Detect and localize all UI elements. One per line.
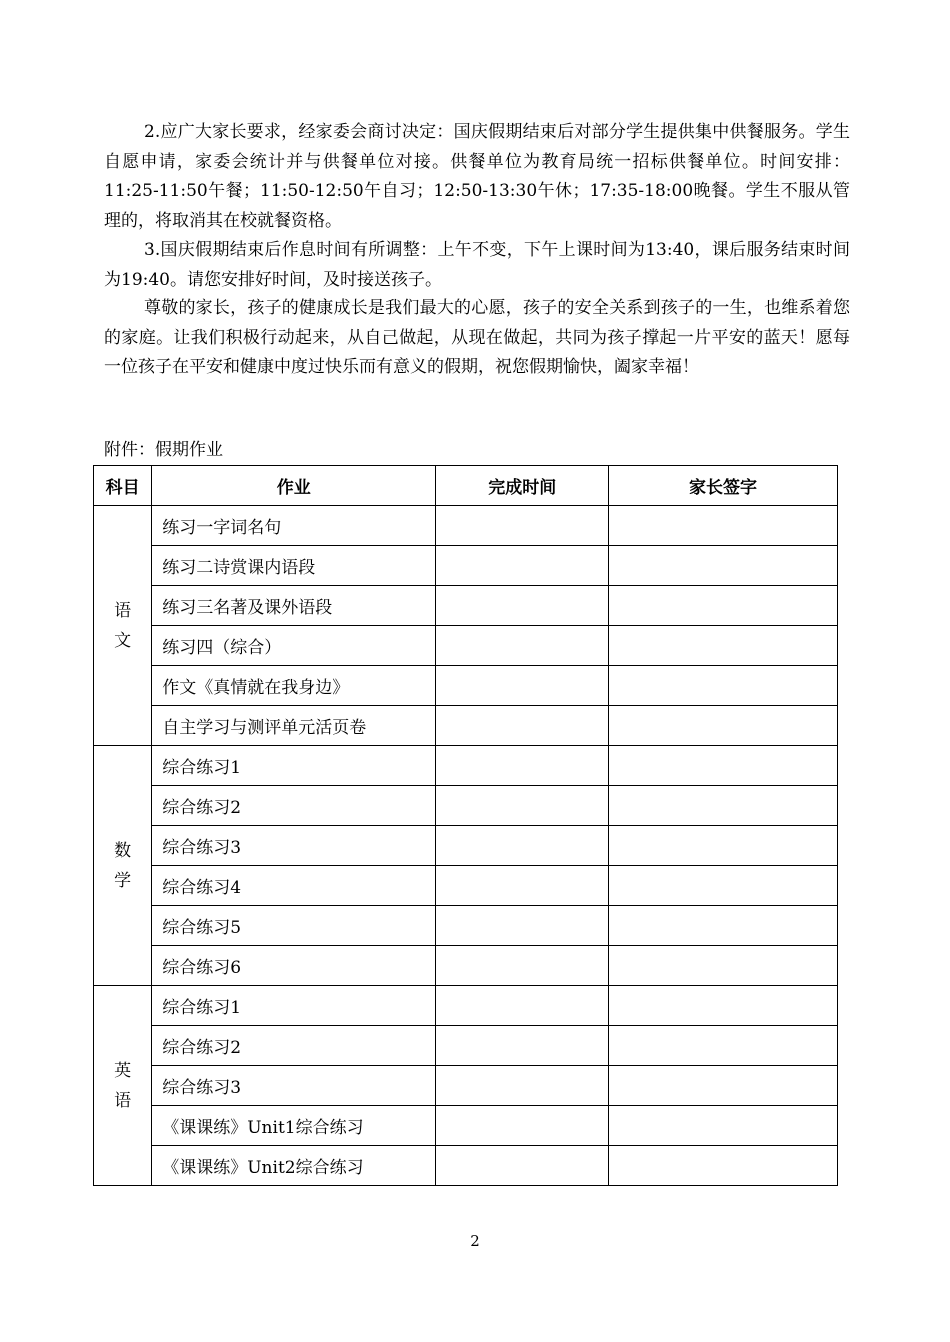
parent-signature-cell[interactable] [609, 706, 838, 746]
table-row [94, 666, 838, 706]
parent-signature-cell[interactable] [609, 906, 838, 946]
parent-signature-cell[interactable] [609, 666, 838, 706]
parent-signature-cell[interactable] [609, 946, 838, 986]
table-row [94, 826, 838, 866]
task-cell: 《课课练》Unit2综合练习 [152, 1146, 436, 1186]
completion-time-cell[interactable] [436, 866, 609, 906]
parent-signature-cell[interactable] [609, 826, 838, 866]
parent-signature-cell[interactable] [609, 786, 838, 826]
header-subject: 科目 [94, 466, 152, 506]
completion-time-cell[interactable] [436, 626, 609, 666]
completion-time-cell[interactable] [436, 666, 609, 706]
subject-char: 数 [114, 840, 132, 861]
notice-paragraph-schedule: 3.国庆假期结束后作息时间有所调整：上午不变，下午上课时间为13:40，课后服务结束时间为19:40。请您安排好时间，及时接送孩子。 [104, 240, 850, 290]
table-row [94, 1106, 838, 1146]
table-row [94, 706, 838, 746]
notice-paragraph-closing: 尊敬的家长，孩子的健康成长是我们最大的心愿，孩子的安全关系到孩子的一生，也维系着您的家庭。让我们积极行动起来，从自己做起，从现在做起，共同为孩子撑起一片平安的蓝天！愿每一位孩子在平安和健康中度过快乐而有意义的假期，祝您假期愉快，阖家幸福！ [104, 298, 850, 377]
completion-time-cell[interactable] [436, 946, 609, 986]
parent-signature-cell[interactable] [609, 1066, 838, 1106]
completion-time-cell[interactable] [436, 1146, 609, 1186]
header-task: 作业 [152, 466, 436, 506]
table-row [94, 986, 838, 1026]
subject-char: 文 [114, 630, 132, 651]
subject-char: 语 [114, 600, 132, 621]
parent-signature-cell[interactable] [609, 626, 838, 666]
subject-char: 学 [114, 870, 132, 891]
completion-time-cell[interactable] [436, 506, 609, 546]
subject-cell [94, 746, 152, 986]
task-cell: 综合练习1 [152, 986, 436, 1026]
table-row [94, 546, 838, 586]
page-number: 2 [470, 1232, 480, 1250]
table-row [94, 1066, 838, 1106]
completion-time-cell[interactable] [436, 826, 609, 866]
table-row [94, 906, 838, 946]
table-header-row [94, 466, 838, 506]
task-cell: 《课课练》Unit1综合练习 [152, 1106, 436, 1146]
table-row [94, 506, 838, 546]
completion-time-cell[interactable] [436, 906, 609, 946]
task-cell: 综合练习6 [152, 946, 436, 986]
table-row [94, 1146, 838, 1186]
table-row [94, 746, 838, 786]
task-cell: 练习一字词名句 [152, 506, 436, 546]
homework-table [93, 465, 838, 1186]
parent-signature-cell[interactable] [609, 586, 838, 626]
completion-time-cell[interactable] [436, 1066, 609, 1106]
parent-signature-cell[interactable] [609, 746, 838, 786]
task-cell: 综合练习3 [152, 826, 436, 866]
task-cell: 练习二诗赏课内语段 [152, 546, 436, 586]
parent-signature-cell[interactable] [609, 1106, 838, 1146]
task-cell: 综合练习2 [152, 1026, 436, 1066]
parent-signature-cell[interactable] [609, 546, 838, 586]
task-cell: 综合练习4 [152, 866, 436, 906]
subject-char: 英 [114, 1060, 132, 1081]
subject-cell [94, 506, 152, 746]
parent-signature-cell[interactable] [609, 986, 838, 1026]
table-row [94, 866, 838, 906]
completion-time-cell[interactable] [436, 746, 609, 786]
task-cell: 自主学习与测评单元活页卷 [152, 706, 436, 746]
completion-time-cell[interactable] [436, 1026, 609, 1066]
parent-signature-cell[interactable] [609, 1026, 838, 1066]
notice-paragraph-meal-service: 2.应广大家长要求，经家委会商讨决定：国庆假期结束后对部分学生提供集中供餐服务。学生自愿申请，家委会统计并与供餐单位对接。供餐单位为教育局统一招标供餐单位。时间安排：11:25-11:50午餐；11:50-12:50午自习；12:50-13:30午休；17:35-18:00晚餐。学生不服从管理的，将取消其在校就餐资格。 [104, 122, 850, 231]
task-cell: 作文《真情就在我身边》 [152, 666, 436, 706]
table-row [94, 786, 838, 826]
task-cell: 练习三名著及课外语段 [152, 586, 436, 626]
task-cell: 综合练习2 [152, 786, 436, 826]
table-row [94, 1026, 838, 1066]
parent-signature-cell[interactable] [609, 1146, 838, 1186]
completion-time-cell[interactable] [436, 986, 609, 1026]
homework-table-body [94, 506, 838, 1186]
task-cell: 练习四（综合） [152, 626, 436, 666]
completion-time-cell[interactable] [436, 786, 609, 826]
header-completion-time: 完成时间 [436, 466, 609, 506]
task-cell: 综合练习1 [152, 746, 436, 786]
attachment-label: 附件：假期作业 [104, 440, 223, 460]
completion-time-cell[interactable] [436, 706, 609, 746]
header-parent-signature: 家长签字 [609, 466, 838, 506]
task-cell: 综合练习3 [152, 1066, 436, 1106]
completion-time-cell[interactable] [436, 546, 609, 586]
completion-time-cell[interactable] [436, 1106, 609, 1146]
table-row [94, 946, 838, 986]
task-cell: 综合练习5 [152, 906, 436, 946]
subject-cell [94, 986, 152, 1186]
parent-signature-cell[interactable] [609, 506, 838, 546]
table-row [94, 626, 838, 666]
subject-char: 语 [114, 1090, 132, 1111]
completion-time-cell[interactable] [436, 586, 609, 626]
parent-signature-cell[interactable] [609, 866, 838, 906]
table-row [94, 586, 838, 626]
